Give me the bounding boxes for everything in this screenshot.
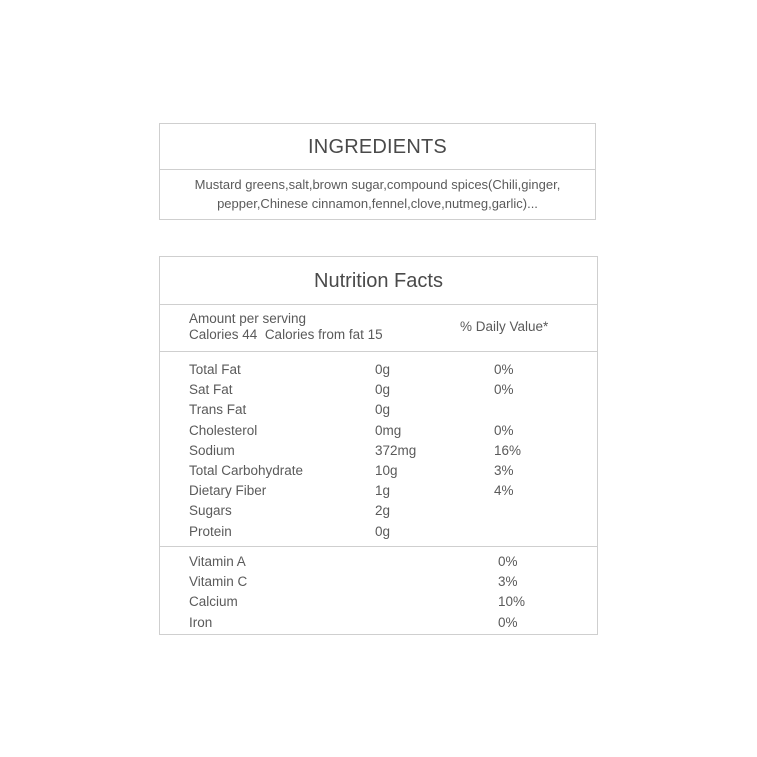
nutrient-amount: 0mg	[375, 422, 402, 438]
nutrition-facts-title: Nutrition Facts	[160, 257, 597, 305]
nutrient-amount: 372mg	[375, 442, 417, 458]
nutrient-row	[160, 522, 597, 542]
nutrient-row	[160, 360, 597, 380]
nutrient-daily-value: 0%	[494, 382, 514, 398]
daily-value-header: % Daily Value*	[460, 319, 549, 334]
nutrient-name: Sat Fat	[189, 382, 233, 398]
nutrient-row	[160, 400, 597, 420]
calories-line	[189, 327, 383, 343]
amount-per-serving-label: Amount per serving	[189, 311, 307, 326]
nutrition-facts-panel	[159, 256, 598, 635]
nutrient-row	[160, 501, 597, 521]
nutrient-name: Sugars	[189, 503, 232, 519]
vitamin-daily-value: 0%	[498, 554, 518, 569]
ingredients-panel	[159, 123, 596, 220]
ingredients-line-1: Mustard greens,salt,brown sugar,compound spices(Chili,ginger,	[194, 177, 561, 192]
vitamin-row	[160, 592, 597, 612]
nutrient-row	[160, 441, 597, 461]
nutrient-amount: 1g	[375, 483, 391, 499]
nutrient-amount: 0g	[375, 362, 391, 377]
nutrient-amount: 2g	[375, 503, 391, 519]
nutrients-list	[160, 352, 597, 547]
vitamin-name: Vitamin C	[189, 574, 248, 590]
nutrient-name: Dietary Fiber	[189, 483, 267, 499]
nutrient-amount: 10g	[375, 462, 398, 478]
nutrient-row	[160, 380, 597, 400]
vitamin-row	[160, 613, 597, 633]
vitamin-name: Iron	[189, 614, 213, 630]
nutrient-amount: 0g	[375, 402, 391, 418]
vitamins-list	[160, 547, 597, 633]
calories-value: Calories 44	[189, 327, 258, 342]
vitamin-daily-value: 10%	[498, 594, 526, 610]
nutrient-name: Total Carbohydrate	[189, 462, 304, 478]
nutrient-daily-value: 4%	[494, 483, 514, 499]
nutrient-name: Cholesterol	[189, 422, 258, 438]
nutrient-daily-value: 0%	[494, 362, 514, 377]
ingredients-title: INGREDIENTS	[160, 124, 595, 170]
vitamin-daily-value: 3%	[498, 574, 518, 590]
nutrient-amount: 0g	[375, 523, 391, 539]
nutrient-row	[160, 481, 597, 501]
serving-left	[189, 311, 383, 343]
ingredients-line-2: pepper,Chinese cinnamon,fennel,clove,nutmeg,garlic)...	[217, 196, 538, 211]
nutrient-daily-value: 3%	[494, 462, 514, 478]
nutrient-row	[160, 461, 597, 481]
nutrient-amount: 0g	[375, 382, 391, 398]
nutrient-name: Sodium	[189, 442, 235, 458]
vitamin-daily-value: 0%	[498, 614, 518, 630]
vitamin-row	[160, 572, 597, 592]
nutrient-name: Trans Fat	[189, 402, 247, 418]
vitamin-row	[160, 552, 597, 572]
vitamin-name: Calcium	[189, 594, 238, 610]
calories-from-fat-value: Calories from fat 15	[264, 327, 383, 342]
nutrient-name: Total Fat	[189, 362, 241, 377]
nutrient-daily-value: 16%	[494, 442, 522, 458]
nutrient-row	[160, 421, 597, 441]
vitamin-name: Vitamin A	[189, 554, 246, 569]
ingredients-text	[160, 170, 595, 213]
nutrient-name: Protein	[189, 523, 232, 539]
serving-info	[160, 305, 597, 352]
nutrient-daily-value: 0%	[494, 422, 514, 438]
